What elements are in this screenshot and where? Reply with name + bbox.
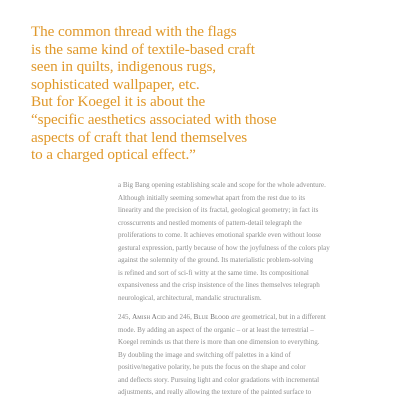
body-line: expansiveness and the crisp insistence of the lines themselves telegraph [118,281,320,289]
artwork-number: 245, [118,313,131,321]
artwork-title: Blue Blood [193,313,230,321]
body-line: gestural expression, partly because of how the joyfulness of the colors play [118,243,330,252]
pull-quote-line: aspects of craft that lend themselves [31,128,248,146]
pull-quote-line: to a charged optical effect.” [31,146,196,164]
pull-quote-line: seen in quilts, indigenous rugs, [31,58,216,76]
body-paragraph [118,179,380,304]
body-line: By doubling the image and switching off palettes in a kind of [118,350,291,359]
body-line: against the solemnity of the ground. Its materialistic problem-solving [118,256,314,264]
body-line: linearity and the precision of its fractal, geological geometry; in fact its [118,206,319,214]
pull-quote-line: But for Koegel it is about the [31,93,206,111]
pull-quote-line: is the same kind of textile-based craft [31,40,255,58]
body-line: proliferations to come. It achieves emotional sparkle even without loose [118,231,322,239]
body-line: Although initially seeming somewhat apart from the rest due to its [118,193,306,202]
body-line: Koegel reminds us that there is more than one dimension to everything. [118,338,320,346]
body-line: a Big Bang opening establishing scale and scope for the whole adventure. [118,181,326,189]
artwork-number: 246, [179,313,192,321]
pull-quote [31,23,381,164]
body-fragment: geometrical, but in a different [242,313,326,321]
body-line: and deflects story. Pursuing light and color gradations with incremental [118,375,320,384]
body-line: neurological, architectural, mandalic structuralism. [118,293,262,302]
body-line: mode. By adding an aspect of the organic – or at least the terrestrial – [118,325,314,334]
pull-quote-line: sophisticated wallpaper, etc. [31,75,200,93]
body-text [118,179,380,399]
pull-quote-line: The common thread with the flags [31,23,237,40]
emphasis: are [231,313,241,321]
body-line: positive/negative polarity, he puts the focus on the shape and color [118,363,306,371]
body-paragraph [118,311,380,399]
body-line-with-titles [118,311,380,324]
body-line: is refined and sort of sci-fi witty at the same time. Its compositional [118,268,309,277]
body-line: crosscurrents and nestled moments of pattern-detail telegraph the [118,218,302,227]
conjunction: and [167,313,178,321]
pull-quote-line: “specific aesthetics associated with those [31,110,277,128]
artwork-title: Amish Acid [132,313,166,321]
body-line: adjustments, and really allowing the texture of the painted surface to [118,388,312,396]
